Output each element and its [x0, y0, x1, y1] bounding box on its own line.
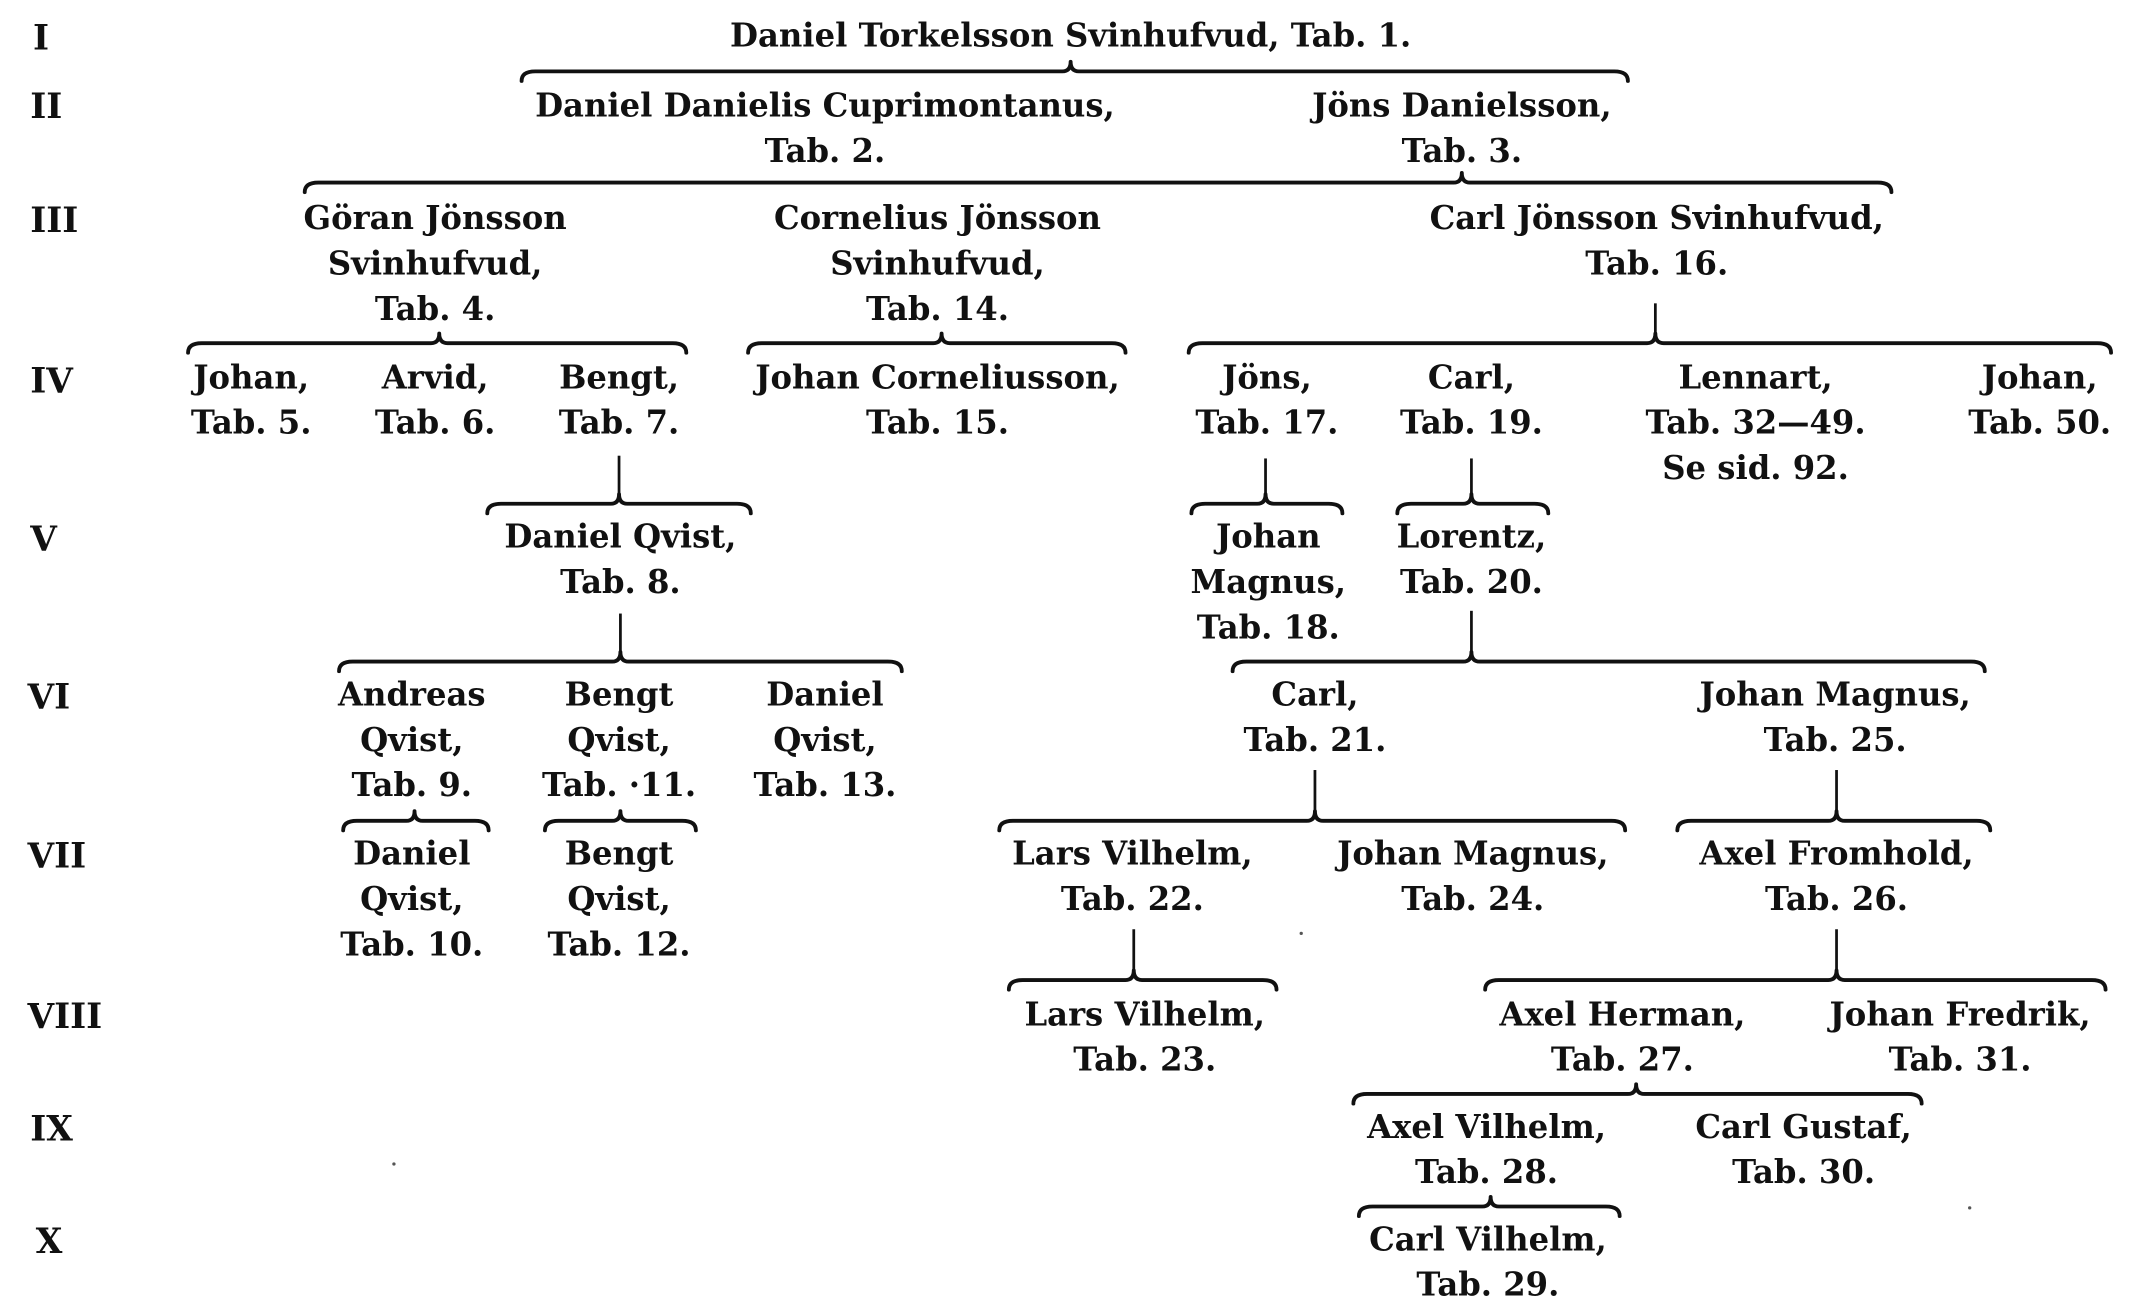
- brace-carl19-children: [1397, 494, 1548, 513]
- brace-andreas-children: [343, 811, 488, 830]
- brace-axel-fromhold-children: [1485, 970, 2105, 989]
- generation-label-x: X: [35, 1221, 63, 1262]
- person-lennart: Lennart, Tab. 32—49. Se sid. 92.: [1645, 358, 1866, 488]
- person-bengt-qvist-tab12: Bengt Qvist, Tab. 12.: [547, 834, 691, 964]
- generation-label-v: V: [30, 518, 57, 559]
- person-carl-tab19: Carl, Tab. 19.: [1399, 358, 1543, 442]
- generation-label-i: I: [32, 17, 50, 58]
- brace-carl-jonsson-children: [1189, 334, 2111, 353]
- person-jons-danielsson: Jöns Danielsson, Tab. 3.: [1312, 86, 1612, 171]
- person-johan-corneliusson: Johan Corneliusson, Tab. 15.: [755, 358, 1120, 442]
- person-carl-vilhelm-tab29: Carl Vilhelm, Tab. 29.: [1369, 1220, 1607, 1304]
- brace-johan-magnus25-children: [1677, 811, 1990, 830]
- person-daniel-danielis: Daniel Danielis Cuprimontanus, Tab. 2.: [535, 86, 1115, 171]
- person-johan-tab50: Johan, Tab. 50.: [1968, 358, 2112, 442]
- person-daniel-qvist-tab8: Daniel Qvist, Tab. 8.: [504, 517, 737, 602]
- person-andreas-qvist: Andreas Qvist, Tab. 9.: [337, 675, 486, 805]
- brace-carl21-children: [999, 811, 1625, 830]
- brace-axel-herman-children: [1353, 1084, 1921, 1103]
- person-daniel-torkelsson: Daniel Torkelsson Svinhufvud, Tab. 1.: [729, 16, 1412, 55]
- generation-label-viii: VIII: [27, 996, 103, 1037]
- brace-lorentz-children: [1233, 652, 1985, 671]
- person-jons-tab17: Jöns, Tab. 17.: [1195, 358, 1339, 442]
- print-speck: [1300, 932, 1303, 935]
- person-lars-vilhelm-tab22: Lars Vilhelm, Tab. 22.: [1012, 834, 1253, 919]
- person-arvid-tab6: Arvid, Tab. 6.: [374, 358, 496, 442]
- person-lorentz-tab20: Lorentz, Tab. 20.: [1396, 517, 1547, 602]
- person-bengt-tab7: Bengt, Tab. 7.: [558, 358, 680, 442]
- person-daniel-qvist-tab10: Daniel Qvist, Tab. 10.: [340, 834, 484, 964]
- person-johan-magnus-tab24: Johan Magnus, Tab. 24.: [1337, 834, 1609, 919]
- person-lars-vilhelm-tab23: Lars Vilhelm, Tab. 23.: [1024, 995, 1266, 1079]
- brace-ii-children: [305, 173, 1892, 192]
- person-carl-gustaf-tab30: Carl Gustaf, Tab. 30.: [1695, 1107, 1912, 1192]
- person-johan-magnus-tab25: Johan Magnus, Tab. 25.: [1699, 675, 1971, 760]
- generation-label-vii: VII: [27, 835, 87, 876]
- person-axel-herman-tab27: Axel Herman, Tab. 27.: [1499, 995, 1746, 1079]
- person-axel-fromhold-tab26: Axel Fromhold, Tab. 26.: [1699, 834, 1974, 919]
- person-carl-tab21: Carl, Tab. 21.: [1243, 675, 1387, 760]
- person-daniel-qvist-tab13: Daniel Qvist, Tab. 13.: [753, 675, 897, 805]
- person-bengt-qvist-tab11: Bengt Qvist, Tab. ·11.: [541, 675, 697, 805]
- brace-axel-vilhelm-children: [1359, 1197, 1620, 1216]
- generation-label-ix: IX: [30, 1109, 73, 1149]
- brace-cornelius-children: [748, 334, 1125, 353]
- person-johan-tab5: Johan, Tab. 5.: [190, 358, 312, 442]
- person-johan-fredrik-tab31: Johan Fredrik, Tab. 31.: [1829, 995, 2091, 1079]
- print-speck: [392, 1162, 395, 1165]
- brace-bengt11-children: [545, 811, 696, 830]
- generation-label-iii: III: [30, 200, 79, 241]
- generation-label-vi: VI: [27, 676, 71, 717]
- person-axel-vilhelm-tab28: Axel Vilhelm, Tab. 28.: [1367, 1107, 1606, 1192]
- person-johan-magnus-tab18: Johan Magnus, Tab. 18.: [1190, 517, 1347, 647]
- person-cornelius-jonsson: Cornelius Jönsson Svinhufvud, Tab. 14.: [773, 199, 1101, 329]
- print-speck: [1968, 1206, 1971, 1209]
- brace-lars-vilhelm-children: [1009, 970, 1277, 989]
- brace-daniel-qvist-children: [339, 652, 902, 671]
- person-carl-jonsson: Carl Jönsson Svinhufvud, Tab. 16.: [1429, 199, 1884, 283]
- brace-jons-children: [1191, 494, 1342, 513]
- brace-goran-children: [188, 334, 686, 353]
- generation-label-ii: II: [30, 86, 63, 127]
- brace-bengt-children: [487, 494, 751, 513]
- person-goran-jonsson: Göran Jönsson Svinhufvud, Tab. 4.: [303, 199, 567, 329]
- generation-label-iv: IV: [30, 360, 73, 401]
- brace-i-children: [522, 62, 1628, 81]
